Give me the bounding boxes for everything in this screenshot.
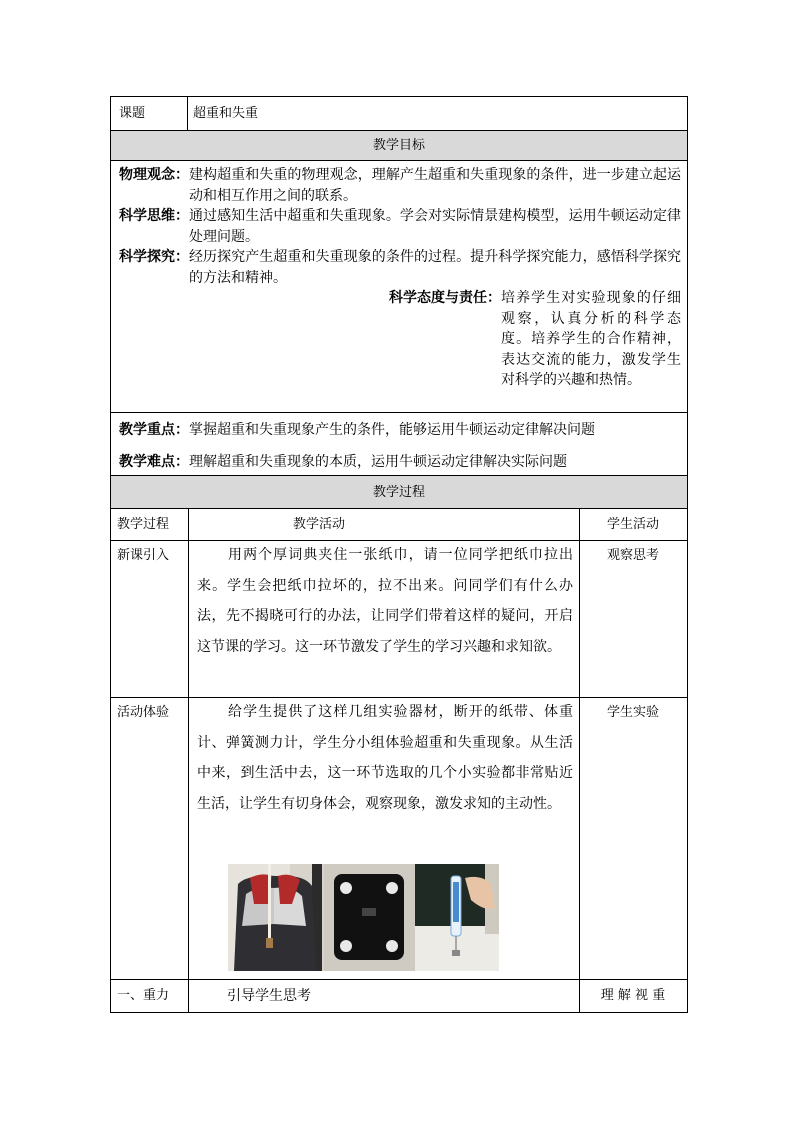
objectives-header — [111, 131, 687, 161]
spring-scale-photo — [415, 864, 499, 971]
activity-gravity: 引导学生思考 — [227, 988, 311, 1004]
difficulty-text: 理解超重和失重现象的本质，运用牛顿运动定律解决实际问题 — [189, 454, 567, 470]
objective-text: 经历探究产生超重和失重现象的条件的过程。提升科学探究能力，感悟科学探究的方法和精神。 — [189, 249, 681, 286]
process-row-activity — [111, 698, 687, 980]
activity-experience-text: 给学生提供了这样几组实验器材，断开的纸带、体重计、弹簧测力计，学生分小组体验超重和失重现象。从生活中来，到生活中去，这一环节选取的几个小实验都非常贴近生活，让学生有切身体会，观察现象，激发求知的主动性。 — [197, 704, 573, 812]
process-columns-row — [111, 509, 687, 541]
column-student: 学生活动 — [606, 517, 659, 532]
process-header — [111, 476, 687, 509]
stage-intro: 新课引入 — [117, 548, 170, 563]
stage-gravity: 一、重力 — [117, 988, 170, 1003]
student-gravity: 理 解 视 重 — [600, 988, 666, 1003]
objectives-body — [111, 161, 687, 413]
activity-intro — [189, 540, 579, 697]
objective-scientific-thinking — [119, 206, 681, 247]
activity-intro-text: 用两个厚词典夹住一张纸巾，请一位同学把纸巾拉出来。学生会把纸巾拉坏的，拉不出来。问同学们有什么办法，先不揭晓可行的办法，让同学们带着这样的疑问，开启这节课的学习。这一环节激发了学生的学习兴趣和求知欲。 — [197, 547, 573, 655]
person-with-paper-strip-photo — [228, 864, 324, 971]
objective-label: 科学态度与责任： — [389, 290, 501, 306]
process-row-intro — [111, 541, 687, 698]
teaching-focus — [111, 419, 595, 439]
teaching-difficulty — [111, 451, 567, 471]
process-row-gravity — [111, 980, 687, 1012]
stage-activity: 活动体验 — [117, 705, 170, 720]
focus-label: 教学重点： — [119, 422, 189, 438]
objectives-title: 教学目标 — [372, 138, 425, 153]
topic-row — [111, 97, 687, 131]
objective-text: 培养学生对实验现象的仔细观察，认真分析的科学态度。培养学生的合作精神，表达交流的能力，激发学生对科学的兴趣和热情。 — [501, 290, 681, 388]
column-activity: 教学活动 — [293, 517, 346, 532]
process-title: 教学过程 — [372, 485, 425, 500]
topic-label: 课题 — [119, 106, 146, 121]
objective-physics-concept — [119, 165, 681, 206]
objective-label: 科学思维： — [119, 208, 189, 224]
objective-text: 建构超重和失重的物理观念，理解产生超重和失重现象的条件，进一步建立起运动和相互作用之间的联系。 — [189, 167, 681, 204]
objective-attitude-responsibility — [119, 288, 681, 391]
keypoints-row — [111, 413, 687, 476]
topic-value: 超重和失重 — [193, 106, 259, 121]
difficulty-label: 教学难点： — [119, 454, 189, 470]
objective-text: 通过感知生活中超重和失重现象。学会对实际情景建构模型，运用牛顿运动定律处理问题。 — [189, 208, 681, 245]
student-activity: 学生实验 — [606, 705, 659, 720]
objective-label: 物理观念： — [119, 167, 189, 183]
objectives-list — [111, 161, 687, 391]
objective-scientific-inquiry — [119, 247, 681, 288]
column-stage: 教学过程 — [117, 517, 170, 532]
bathroom-scale-photo — [324, 864, 415, 971]
objective-label: 科学探究： — [119, 249, 189, 265]
lesson-plan-table — [110, 96, 688, 1013]
focus-text: 掌握超重和失重现象产生的条件，能够运用牛顿运动定律解决问题 — [189, 422, 595, 438]
student-intro: 观察思考 — [606, 548, 659, 563]
